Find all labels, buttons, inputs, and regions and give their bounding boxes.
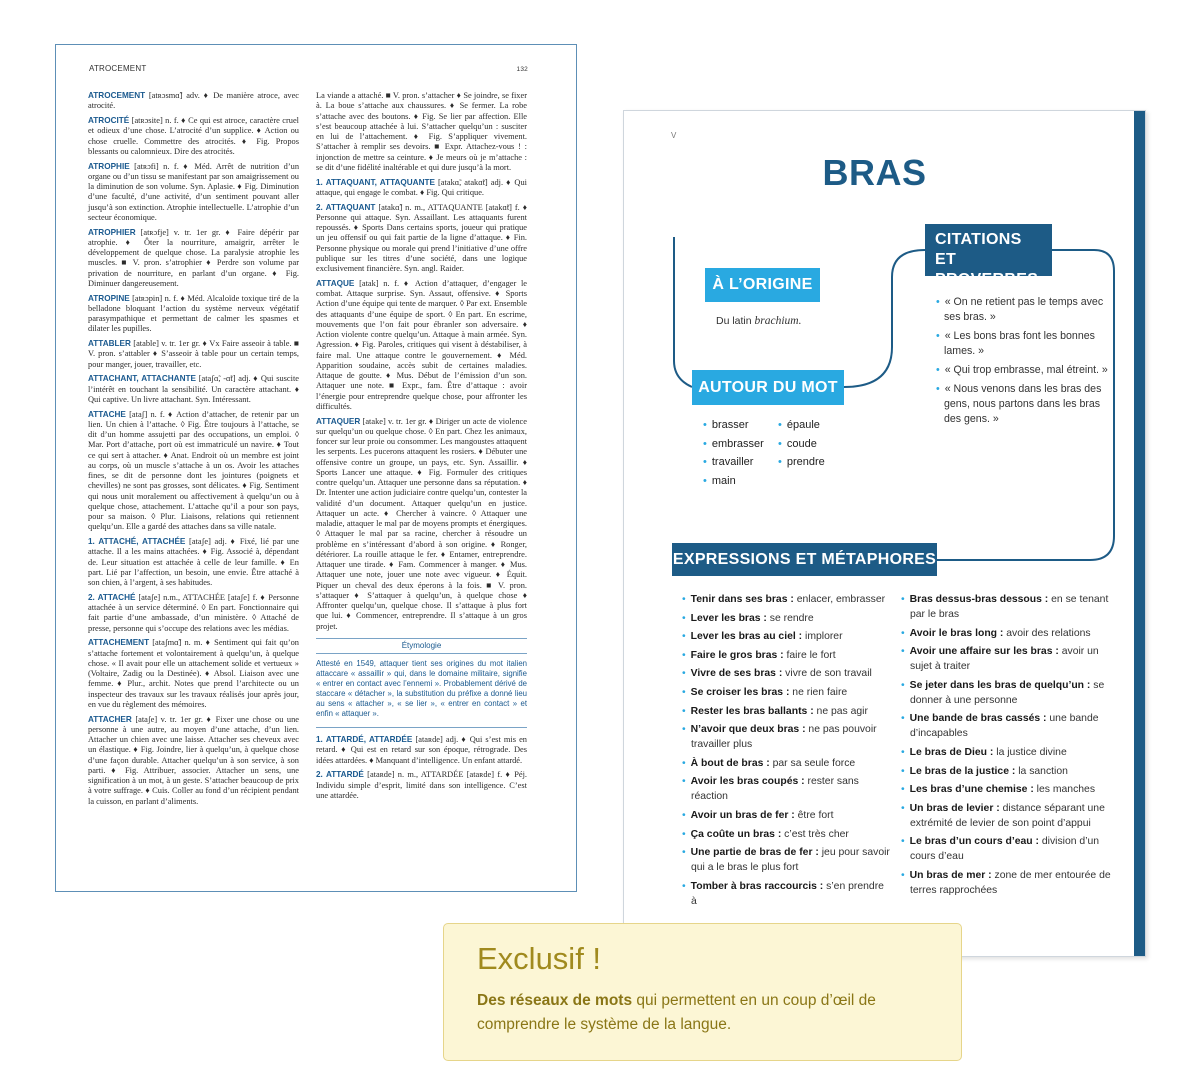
related-word: • coude — [778, 435, 825, 454]
autour-box: AUTOUR DU MOT — [692, 370, 844, 405]
divider — [316, 727, 527, 728]
word-title: BRAS — [822, 152, 927, 193]
expression-item — [901, 834, 1121, 864]
expression-term: Vivre de ses bras : — [690, 668, 783, 680]
expression-definition: les manches — [1033, 784, 1096, 796]
related-word: • épaule — [778, 416, 825, 435]
expression-item — [682, 722, 892, 752]
expression-item — [901, 782, 1121, 797]
expression-definition: c’est très cher — [781, 828, 849, 840]
related-words-col2 — [778, 416, 825, 472]
expression-term: Se croiser les bras : — [690, 686, 790, 698]
related-word: • brasser — [703, 416, 764, 435]
entry-headword: ATROCITÉ — [88, 116, 130, 125]
callout-text — [477, 989, 937, 1037]
entry-headword: 2. ATTARDÉ — [316, 770, 364, 780]
expression-term: Rester les bras ballants : — [690, 705, 814, 717]
expression-item — [901, 592, 1121, 622]
expression-definition: faire le fort — [783, 649, 836, 661]
expression-item — [682, 611, 892, 626]
expression-term: Le bras de Dieu : — [909, 746, 994, 758]
entry-definition: [ataʃ] n. f. ♦ Action d’attacher, de retenir par un lien. Un chien à l’attache. ◊ Fig. Être toujours à l’attache, se dit d’un homme assujetti par des occupations, un emploi. ◊ Mar. Port d’attache, port où est immatriculé un navire. ♦ Tout ce qui sert à attacher. ♦ Anat. Endroit où un membre est joint au corps, où un muscle s’attache à un os. Avoir les attaches fines, se dit de personne dont les jointures (poignets et chevilles) ne sont pas grosses, sont délicates. ♦ Fig. Sentiment qui nous unit moralement ou affectivement à quelqu’un ou à quelque chose, attachement. L’attache qu’il a pour son pays, pour sa maison. ◊ Plur. Liaisons, relations qui retiennent quelqu’un. Elle a gardé des attaches dans sa ville natale. — [88, 409, 299, 532]
entry-definition: [atake] v. tr. 1er gr. ♦ Diriger un acte de violence sur quelqu’un ou quelque chose. ◊ En part. Chez les animaux, foncer sur leur proie ou consommer. Les mangoustes attaquent les serpents. Les pucerons attaquent les rosiers. ♦ Débuter une offensive contre un groupe, un pays, etc. Syn. Assaillir. ♦ Sports Lancer une attaque. ♦ Fig. Formuler des critiques contre quelqu’un. Attaquer une personne dans sa réputation. ♦ Dr. Intenter une action judiciaire contre quelqu’un, contester la validité d’un document. Attaquer quelqu’un en justice. Attaquer un acte. ♦ Chercher à vaincre. ◊ Attaquer une maladie, attaquer le mal par de moyens prompts et énergiques. ◊ Attaquer le mal par sa racine, chercher à résoudre un problème en s’intéressant d’abord à son origine. ♦ Ronger, détériorer. La rouille attaque le fer. ♦ Entamer, entreprendre. Attaquer une tirade. ♦ Fam. Commencer à manger. ♦ Mus. Attaquer une note, jouer une note avec vigueur. ♦ Équit. Piquer un cheval des deux éperons à la fois. ■ V. pron. s’attaquer ♦ S’attaquer à quelqu’un, à quelque chose ♦ Affronter quelqu’un, quelque chose. Il s’attaque à plus fort que lui. ♦ Commencer, entreprendre. Il s’attaque à un gros projet. — [316, 416, 527, 631]
entry-headword: ATROPHIE — [88, 161, 130, 171]
expression-item — [682, 879, 892, 909]
expression-item — [682, 592, 892, 607]
expression-definition: être fort — [794, 809, 834, 821]
expression-item — [682, 845, 892, 875]
page-number: 132 — [516, 66, 528, 73]
expression-item — [682, 666, 892, 681]
entry-headword: ATROCEMENT — [88, 91, 146, 100]
expression-term: Avoir un bras de fer : — [690, 809, 795, 821]
entry-definition: [atakɑ̃] n. m., ATTAQUANTE [atakɑ̃t] f. ♦ Personne qui attaque. Syn. Assaillant. Les attaquants furent repoussés. ♦ Sports Dans certains sports, joueur qui pratique un jeu offensif ou qui fait partie de la ligne d’attaque. ♦ Fin. Personne physique ou morale qui prend l’initiative d’une offre publique sur les titres d’une société, dans une logique exclusivement financière. Syn. angl. Raider. — [316, 202, 527, 273]
entry-definition: [atʀɔpin] n. f. ♦ Méd. Alcaloïde toxique tiré de la belladone bloquant l’action du système nerveux végétatif parasympathique et permettant de calmer les spasmes et dilater les pupilles. — [88, 293, 299, 334]
expression-definition: vivre de son travail — [782, 668, 872, 680]
etymology-text: Attesté en 1549, attaquer tient ses origines du mot italien attaccare « assaillir » qui, dans le domaine militaire, signifie « entrer en contact avec l’ennemi ». Probablement dérivé de staccare « détacher », la substitution du préfixe a donné lieu au sens « attacher », « se lier », « entrer en contact » et enfin « attaquer ». — [316, 659, 527, 718]
expression-term: Une bande de bras cassés : — [909, 713, 1047, 725]
entry-definition: [ataʃɑ̃, -ɑ̃t] adj. ♦ Qui suscite l’intérêt en touchant la sensibilité. Un caractère attachant. ♦ Qui captive. Un livre attachant. Syn. Intéressant. — [88, 374, 300, 404]
entry-headword: ATTACHEMENT — [88, 638, 150, 648]
entry-definition: [ataʃe] adj. ♦ Fixé, lié par une attache. Il a les mains attachées. ♦ Fig. Associé à, dépendant de. Leur situation est attachée à celle de leur famille. ♦ En part. Lié par l’affection, un besoin, une envie. Être attaché à son chien, à l’argent, à ses habitudes. — [88, 537, 299, 587]
expression-item — [901, 626, 1121, 641]
callout-title: Exclusif ! — [477, 941, 602, 976]
column-2-entries — [316, 91, 527, 632]
expression-term: Le bras de la justice : — [909, 765, 1016, 777]
dictionary-entry — [88, 294, 299, 335]
related-words-col1 — [703, 416, 764, 490]
origin-prefix: Du latin — [716, 315, 752, 327]
dictionary-entry — [316, 178, 527, 199]
expression-item — [901, 745, 1121, 760]
expression-definition: en se tenant par le bras — [910, 594, 1109, 620]
dictionary-entry — [88, 339, 299, 370]
dictionary-entry — [316, 735, 527, 766]
entry-headword: 2. ATTAQUANT — [316, 202, 376, 212]
entry-definition: [ataʃe] v. tr. 1er gr. ♦ Fixer une chose ou une personne à une autre, au moyen d’une attache, d’un lien. Attacher un chien avec une laisse. Attacher ses cheveux avec un élastique. ♦ Fig. Joindre, lier à quelqu’un, à quelque chose d’une façon durable. Attacher quelqu’un à son service, à son parti. ♦ Fig. Attribuer, associer. Attacher un sens, une signification à un mot, à un geste. S’attacher beaucoup de prix à votre suffrage. ♦ Cuis. Coller au fond d’un récipient pendant la cuisson, en parlant d’aliments. — [88, 714, 300, 806]
entry-definition: [atʀɔsite] n. f. ♦ Ce qui est atroce, caractère cruel et odieux d’une chose. L’atrocité d’un supplice. ♦ Action ou chose cruelle. Commettre des atrocités. ♦ Fig. Propos blessants ou calomnieux. Dire des atrocités. — [88, 116, 300, 156]
origin-latin: brachium. — [754, 315, 802, 327]
related-word: • main — [703, 472, 764, 491]
citation-item: • « Les bons bras font les bonnes lames. » — [936, 329, 1116, 359]
expression-definition: enlacer, embrasser — [793, 594, 886, 605]
citations-list — [936, 295, 1116, 431]
origin-text — [716, 315, 802, 327]
expression-term: Tomber à bras raccourcis : — [690, 880, 824, 892]
entry-definition: [atak] n. f. ♦ Action d’attaquer, d’engager le combat. Attaque surprise. Syn. Assaut, offensive. ♦ Sports Action d’une équipe qui tente de marquer. ◊ Par ext. Ensemble des attaquants d’une équipe de sport. ◊ En part. En escrime, mouvements que l’on fait pour ébranler son adversaire. ♦ Action violente contre quelqu’un. Attaque à main armée. Syn. Agression. ♦ Fig. Paroles, critiques qui visent à déstabiliser, à faire mal. Une attaque contre le gouvernement. ♦ Méd. Apparition soudaine, accès subit de certaines maladies. Attaque de goutte. ♦ Mus. Début de l’émission d’un son. Attaquer une note. ■ Expr., fam. Être d’attaque : avoir l’énergie pour entreprendre quelque chose, pour affronter les difficultés. — [316, 278, 528, 411]
expressions-col1 — [682, 592, 892, 912]
connector-left — [674, 237, 692, 387]
dictionary-entry — [88, 116, 299, 157]
citation-item: • « On ne retient pas le temps avec ses bras. » — [936, 295, 1116, 325]
expression-definition: se donner à une personne — [910, 679, 1105, 706]
dictionary-column-2 — [316, 91, 527, 806]
citation-item: • « Qui trop embrasse, mal étreint. » — [936, 363, 1116, 378]
expression-item — [682, 685, 892, 700]
citations-label-line1: CITATIONS ET — [935, 231, 1022, 268]
dictionary-entry — [316, 417, 527, 632]
expression-definition: zone de mer entourée de terres rapprochées — [910, 869, 1111, 896]
entry-headword: 1. ATTAQUANT, ATTAQUANTE — [316, 177, 435, 187]
citations-label-line2: PROVERBES — [935, 271, 1039, 288]
expression-item — [682, 808, 892, 823]
expression-item — [901, 764, 1121, 779]
expression-definition: avoir des relations — [1003, 627, 1091, 639]
dictionary-entry — [316, 203, 527, 275]
expression-definition: ne pas pouvoir travailler plus — [691, 724, 877, 751]
entry-headword: ATTAQUE — [316, 278, 355, 288]
expression-item — [682, 704, 892, 719]
entry-definition: [atable] v. tr. 1er gr. ♦ Vx Faire asseoir à table. ■ V. pron. s’attabler ♦ S’asseoir à table pour un certain temps, pour manger, jouer, travailler, etc. — [88, 339, 299, 369]
expression-term: Lever les bras au ciel : — [690, 631, 803, 643]
entry-headword: ATROPHIER — [88, 227, 136, 237]
entry-definition: [atakɑ̃, atakɑ̃t] adj. ♦ Qui attaque, qui engage le combat. ♦ Fig. Qui critique. — [316, 177, 527, 197]
entry-definition: [ataʃmɑ̃] n. m. ♦ Sentiment qui fait qu’on s’attache fortement et volontairement à quelqu’un, à quelque chose. « Il avait pour elle un attachement solide et vertueux » (Voltaire, Zadig ou la Destinée). ♦ Absol. Liaison avec une femme. ♦ Plur., archit. Notes que prend l’architecte ou un inspecteur des travaux sur les travaux réalisés jour après jour, en vue du règlement des mémoires. — [88, 638, 299, 709]
entry-definition: La viande a attaché. ■ V. pron. s’attacher ♦ Se joindre, se fixer à. La boue s’attache aux chaussures. ♦ Se fermer. La robe s’attache avec des boutons. ♦ Fig. Se lier par affection. Elle s’est beaucoup attachée à lui. S’attacher quelqu’un : susciter en lui de l’attachement. ♦ Fig. S’appliquer vivement. S’attacher à remplir ses devoirs. ■ Expr. Attachez-vous ! : injonction de mettre sa ceinture. ♦ Je meurs où je m’attache : se dit d’une fidélité inaltérable et qui dure jusqu’à la mort. — [316, 91, 527, 172]
expression-term: Tenir dans ses bras : — [690, 594, 794, 605]
word-map-page — [623, 110, 1146, 957]
connector-autour-citations — [844, 250, 925, 387]
exclusive-callout — [443, 923, 962, 1061]
related-word: • travailler — [703, 453, 764, 472]
entry-definition: [ataʀde] adj. ♦ Qui s’est mis en retard. ♦ Qui est en retard sur son époque, rétrograde. Des idées attardées. ♦ Manquant d’intelligence. Un enfant attardé. — [316, 735, 527, 765]
dictionary-entry — [88, 374, 299, 405]
expression-term: Faire le gros bras : — [690, 649, 784, 661]
dictionary-entry — [88, 162, 299, 224]
dictionary-entry — [316, 91, 527, 173]
dictionary-entry — [88, 410, 299, 533]
expression-item — [682, 774, 892, 804]
expression-item — [901, 644, 1121, 674]
expression-definition: une bande d’incapables — [910, 713, 1099, 740]
expression-term: Lever les bras : — [690, 612, 767, 624]
expression-definition: la justice divine — [993, 746, 1067, 758]
entry-definition: [atʀɔfi] n. f. ♦ Méd. Arrêt de nutrition d’un organe ou d’un tissu se manifestant par son amaigrissement ou la diminution de son volume. Syn. Aplasie. ♦ Fig. Diminution d’une faculté, d’une activité, d’un sentiment pouvant aller jusqu’à son extinction. Atrophie intellectuelle. L’atrophie d’un secteur économique. — [88, 161, 300, 222]
related-word: • prendre — [778, 453, 825, 472]
callout-text-rest: qui permettent en un coup d’œil de comprendre le système de la langue. — [477, 992, 876, 1033]
expressions-col2 — [901, 592, 1121, 902]
dictionary-entry — [88, 715, 299, 807]
expression-item — [901, 868, 1121, 898]
header-word: ATROCEMENT — [89, 64, 147, 73]
citation-item: • « Nous venons dans les bras des gens, nous partons dans les bras des gens. » — [936, 382, 1116, 428]
expression-definition: rester sans réaction — [691, 776, 859, 803]
entry-headword: ATTACHANT, ATTACHANTE — [88, 374, 196, 384]
expression-definition: division d’un cours d’eau — [910, 836, 1100, 863]
entry-definition: [atʀɔfje] v. tr. 1er gr. ♦ Faire dépérir par atrophie. ♦ Ôter la nourriture, amaigrir, arrêter le développement de quelque chose. La paralysie atrophie les muscles. ■ V. pron. s’atrophier ♦ Perdre son volume par privation de nourriture, en parlant d’un organe. ♦ Fig. Diminuer dangereusement. — [88, 227, 300, 288]
column-2-entries-after — [316, 735, 527, 801]
dictionary-page — [55, 44, 577, 892]
expression-definition: ne rien faire — [789, 686, 848, 698]
expression-definition: implorer — [802, 631, 843, 643]
citations-box — [925, 224, 1052, 288]
expression-definition: la sanction — [1015, 765, 1068, 777]
dictionary-entry — [88, 638, 299, 710]
entry-headword: 1. ATTARDÉ, ATTARDÉE — [316, 735, 413, 744]
expression-definition: se rendre — [766, 612, 814, 624]
expression-term: N’avoir que deux bras : — [690, 724, 806, 736]
entry-definition: [atʀɔsmɑ̃] adv. ♦ De manière atroce, avec atrocité. — [88, 91, 299, 111]
expression-definition: par sa seule force — [769, 757, 856, 769]
dictionary-entry — [88, 537, 299, 588]
entry-headword: 2. ATTACHÉ — [88, 592, 136, 602]
entry-headword: ATROPINE — [88, 293, 130, 303]
expression-term: Les bras d’une chemise : — [909, 784, 1034, 796]
expression-definition: ne pas agir — [813, 705, 868, 717]
expression-term: Avoir une affaire sur les bras : — [909, 646, 1059, 658]
entry-headword: ATTACHER — [88, 714, 132, 724]
expression-item — [682, 756, 892, 771]
expression-item — [901, 678, 1121, 708]
expression-item — [901, 711, 1121, 741]
expression-item — [682, 629, 892, 644]
dictionary-entry — [316, 279, 527, 412]
dictionary-entry — [88, 228, 299, 290]
related-word: • embrasser — [703, 435, 764, 454]
expressions-box: EXPRESSIONS ET MÉTAPHORES — [672, 543, 937, 576]
expression-term: Bras dessus-bras dessous : — [909, 594, 1049, 605]
expression-item — [682, 827, 892, 842]
expression-definition: s’en prendre à — [691, 880, 884, 907]
entry-headword: ATTAQUER — [316, 416, 361, 426]
section-letter: V — [671, 131, 677, 140]
expression-term: Ça coûte un bras : — [690, 828, 782, 840]
dictionary-entry — [316, 770, 527, 801]
expression-term: Un bras de levier : — [909, 802, 1000, 814]
expression-term: Une partie de bras de fer : — [690, 847, 819, 859]
dictionary-entry — [88, 593, 299, 634]
expression-term: À bout de bras : — [690, 757, 770, 769]
etymology-title: Étymologie — [316, 638, 527, 654]
callout-text-bold: Des réseaux de mots — [477, 992, 633, 1009]
dictionary-entry — [88, 91, 299, 112]
expression-definition: distance séparant une extrémité de levier de son point d’appui — [910, 802, 1105, 829]
expression-definition: avoir un sujet à traiter — [910, 646, 1099, 673]
page-header — [89, 64, 528, 73]
entry-definition: [ataʀde] n. m., ATTARDÉE [ataʀde] f. ♦ Péj. Individu simple d’esprit, limité dans son intelligence. C’est une attardée. — [316, 770, 528, 800]
expression-item — [682, 648, 892, 663]
entry-headword: ATTACHE — [88, 409, 126, 419]
expression-term: Un bras de mer : — [909, 869, 992, 881]
entry-definition: [ataʃe] n.m., ATTACHÉE [ataʃe] f. ♦ Personne attachée à un service déterminé. ◊ En part. Fonctionnaire qui fait partie d’une ambassade, d’un ministère. ◊ Attaché de presse, personne qui s’occupe des relations avec les médias. — [88, 592, 300, 633]
expression-definition: jeu pour savoir qui a le bras le plus fort — [691, 847, 890, 874]
entry-headword: 1. ATTACHÉ, ATTACHÉE — [88, 537, 186, 546]
expression-term: Avoir les bras coupés : — [690, 776, 805, 788]
expression-term: Le bras d’un cours d’eau : — [909, 836, 1039, 848]
origin-box: À L’ORIGINE — [705, 268, 820, 302]
expression-term: Se jeter dans les bras de quelqu’un : — [909, 679, 1091, 691]
dictionary-column-1 — [88, 91, 299, 811]
expression-item — [901, 801, 1121, 831]
entry-headword: ATTABLER — [88, 339, 131, 348]
expression-term: Avoir le bras long : — [909, 627, 1004, 639]
